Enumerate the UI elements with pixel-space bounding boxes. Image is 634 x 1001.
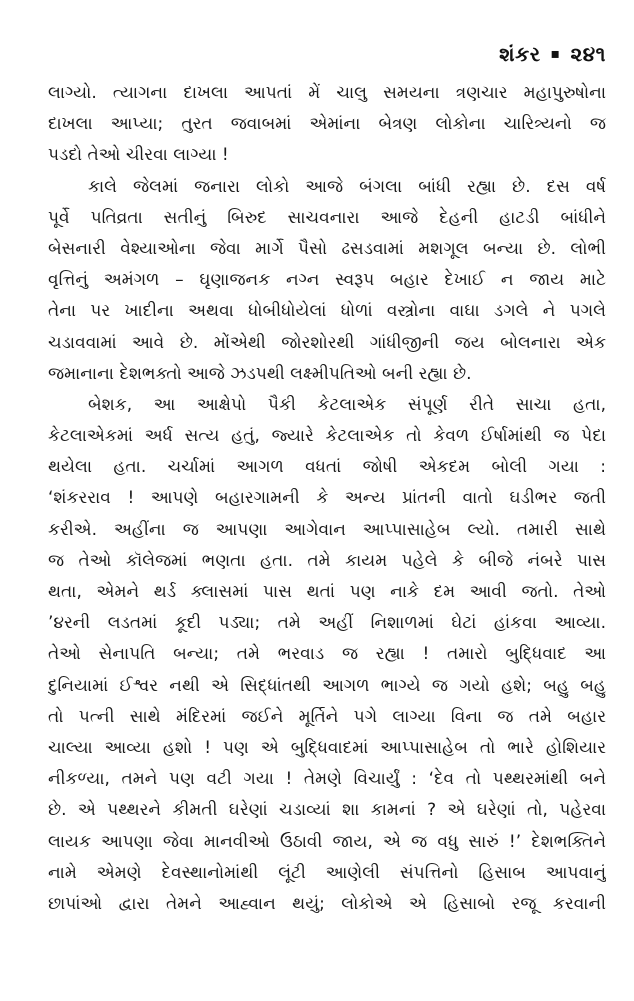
page-number: ૨૪૧ [570,42,606,66]
text-line: પૂર્વે પતિવ્રતા સતીનું બિરુદ સાચવનારા આજે દેહની હાટડી બાંધીને [48,207,606,228]
text-line: નામે એમણે દેવસ્થાનોમાંથી લૂંટી આણેલી સંપત્તિનો હિસાબ આપવાનું [48,862,606,883]
text-line: થયેલા હતા. ચર્ચામાં આગળ વધતાં જોષી એકદમ બોલી ગયા : [48,457,606,478]
text-line: લાયક આપણા જેવા માનવીઓ ઉઠાવી જાય, એ જ વધુ સારું !’ દેશભક્તિને [48,831,606,852]
body-text [48,78,606,920]
text-line: તો પત્ની સાથે મંદિરમાં જઈને મૂર્તિને પગે લાગ્યા વિના જ તમે બહાર [48,706,606,727]
text-line: દુનિયામાં ઈશ્વર નથી એ સિદ્ધાંતથી આગળ ભાગ્યે જ ગયો હશે; બહુ બહુ [48,675,606,696]
text-line: કેટલાએકમાં અર્ધ સત્ય હતું, જ્યારે કેટલાએક તો કેવળ ઈર્ષામાંથી જ પેદા [48,426,606,447]
text-line: છાપાંઓ દ્વારા તેમને આહ્વાન થયું; લોકોએ એ હિસાબો રજૂ કરવાની [48,893,606,914]
text-line: લાગ્યો. ત્યાગના દાખલા આપતાં મેં ચાલુ સમયના ત્રણચાર મહાપુરુષોના [48,83,606,103]
running-head-separator: ▪ [550,46,561,62]
text-line: ચાલ્યા આવ્યા હશો ! પણ એ બુદ્ધિવાદમાં આપ્પાસાહેબ તો ભારે હોશિયાર [48,737,606,758]
text-line: થતા, એમને થર્ડ ક્લાસમાં પાસ થતાં પણ નાકે દમ આવી જતો. તેઓ [48,582,606,602]
text-line: વૃત્તિનું અમંગળ – ઘૃણાજનક નગ્ન સ્વરૂપ બહાર દેખાઈ ન જાય માટે [48,270,606,291]
text-line: દાખલા આપ્યા; તુરત જવાબમાં એમાંના બેત્રણ લોકોના ચારિત્ર્યનો જ [48,114,606,135]
text-line: કાલે જેલમાં જનારા લોકો આજે બંગલા બાંધી રહ્યા છે. દસ વર્ષ [88,176,606,197]
running-head-title: શંકર [499,42,541,66]
text-line: કરીએ. અહીંના જ આપણા આગેવાન આપ્પાસાહેબ લ્યો. તમારી સાથે [48,519,606,540]
text-line: ‘શંકરરાવ ! આપણે બહારગામની કે અન્ય પ્રાંતની વાતો ઘડીભર જતી [48,488,606,509]
text-line: તેના પર ખાદીના અથવા ધોબીધોયેલાં ધોળાં વસ્ત્રોના વાઘા ડગલે ને પગલે [48,301,606,322]
text-line: જ તેઓ કૉલેજમાં ભણતા હતા. તમે કાયમ પહેલે કે બીજે નંબરે પાસ [48,550,606,571]
text-line: જમાનાના દેશભક્તો આજે ઝડપથી લક્ષ્મીપતિઓ બની રહ્યા છે. [48,363,472,384]
text-line: તેઓ સેનાપતિ બન્યા; તમે ભરવાડ જ રહ્યા ! તમારો બુદ્ધિવાદ આ [48,644,606,665]
text-line: ’૪રની લડતમાં કૂદી પડ્યા; તમે અહીં નિશાળમાં ઘેટાં હાંકવા આવ્યા. [48,613,606,634]
text-line: બેશક, આ આક્ષેપો પૈકી કેટલાએક સંપૂર્ણ રીતે સાચા હતા, [88,394,606,415]
text-line: પડદો તેઓ ચીરવા લાગ્યા ! [48,145,229,166]
text-line: ચડાવવામાં આવે છે. મોંએથી જોરશોરથી ગાંધીજીની જય બોલનારા એક [48,332,606,353]
text-line: બેસનારી વેશ્યાઓના જેવા માર્ગે પૈસો ઢસડવામાં મશગૂલ બન્યા છે. લોભી [48,238,606,259]
running-head [48,30,606,78]
text-line: નીકળ્યા, તમને પણ વટી ગયા ! તેમણે વિચાર્યું : ‘દેવ તો પથ્થરમાંથી બને [48,769,606,790]
text-line: છે. એ પથ્થરને કીમતી ઘરેણાં ચડાવ્યાં શા કામનાં ? એ ઘરેણાં તો, પહેરવા [48,800,606,821]
